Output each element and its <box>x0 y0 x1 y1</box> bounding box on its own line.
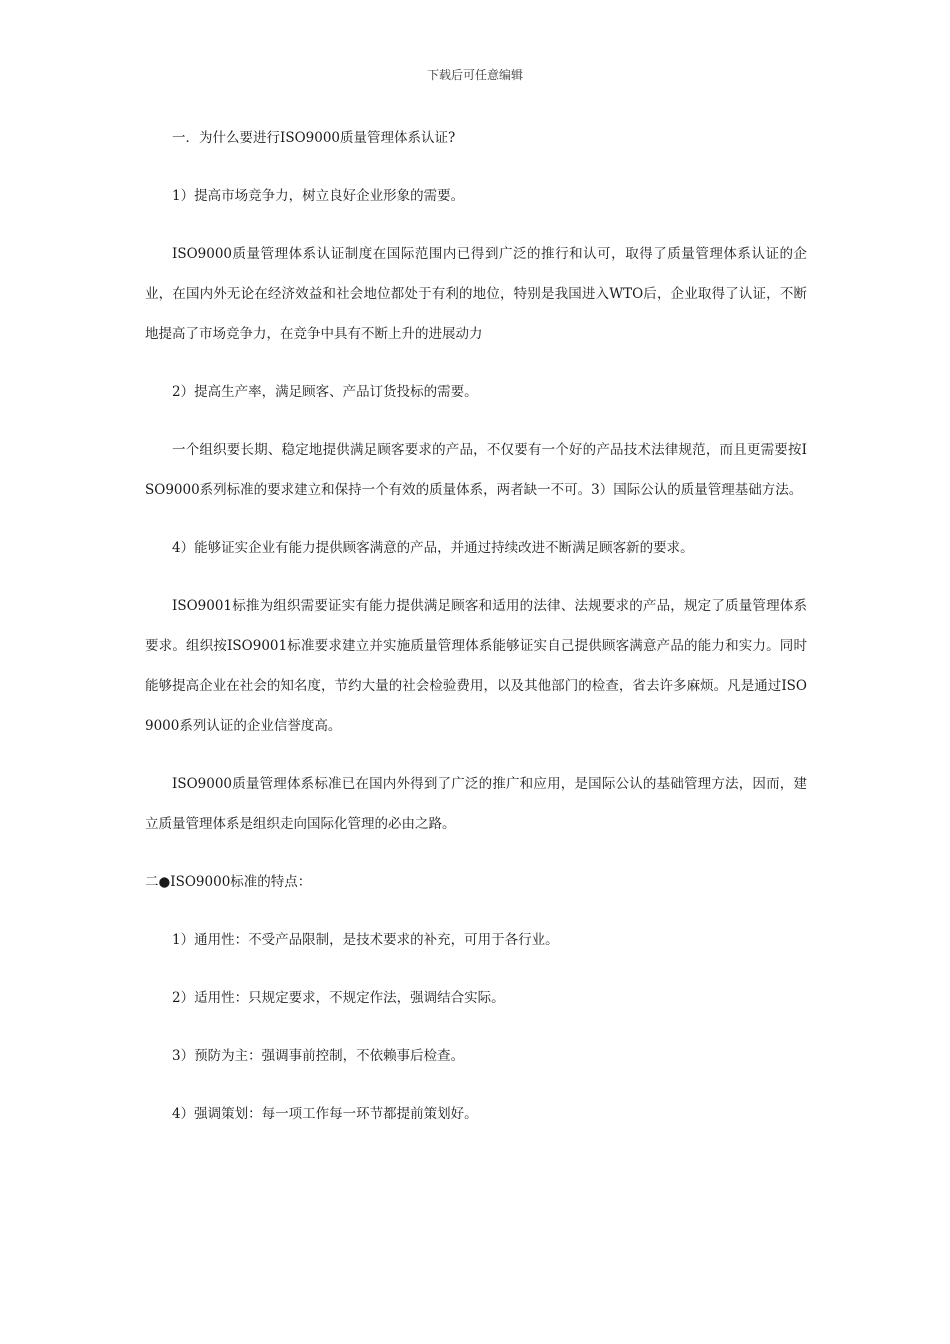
section-heading-1: 一．为什么要进行ISO9000质量管理体系认证? <box>172 130 456 146</box>
body-paragraph-1: ISO9000质量管理体系认证制度在国际范围内已得到广泛的推行和认可，取得了质量管理体系认证的企业，在国内外无论在经济效益和社会地位都处于有利的地位，特别是我国进入WTO后，企业取得了认证，不断地提高了市场竞争力，在竞争中具有不断上升的进展动力 <box>145 246 807 342</box>
body-paragraph-3: ISO9001标推为组织需要证实有能力提供满足顾客和适用的法律、法规要求的产品，规定了质量管理体系要求。组织按ISO9001标准要求建立并实施质量管理体系能够证实自己提供顾客满意产品的能力和实力。同时能够提高企业在社会的知名度，节约大量的社会检验费用，以及其他部门的检查，省去许多麻烦。凡是通过ISO9000系列认证的企业信誉度高。 <box>145 598 807 734</box>
feature-item-1: 1）通用性：不受产品限制，是技术要求的补充，可用于各行业。 <box>172 932 559 948</box>
body-paragraph-4: ISO9000质量管理体系标准已在国内外得到了广泛的推广和应用，是国际公认的基础管理方法，因而，建立质量管理体系是组织走向国际化管理的必由之路。 <box>145 776 807 832</box>
document-body <box>145 118 807 1152</box>
feature-item-2: 2）适用性：只规定要求，不规定作法，强调结合实际。 <box>172 990 505 1006</box>
feature-item-3: 3）预防为主：强调事前控制，不依赖事后检查。 <box>172 1048 465 1064</box>
list-item-1-2: 2）提高生产率，满足顾客、产品订货投标的需要。 <box>172 384 478 400</box>
list-item-1-1: 1）提高市场竞争力，树立良好企业形象的需要。 <box>172 188 465 204</box>
list-item-1-4: 4）能够证实企业有能力提供顾客满意的产品，并通过持续改进不断满足顾客新的要求。 <box>172 540 694 556</box>
feature-item-4: 4）强调策划：每一项工作每一环节都提前策划好。 <box>172 1106 478 1122</box>
page-header: 下载后可任意编辑 <box>426 68 523 82</box>
body-paragraph-2: 一个组织要长期、稳定地提供满足顾客要求的产品，不仅要有一个好的产品技术法律规范，而且更需要按ISO9000系列标准的要求建立和保持一个有效的质量体系，两者缺一不可。3）国际公认的质量管理基础方法。 <box>145 442 807 498</box>
section-heading-2: 二●ISO9000标准的特点： <box>145 874 312 890</box>
